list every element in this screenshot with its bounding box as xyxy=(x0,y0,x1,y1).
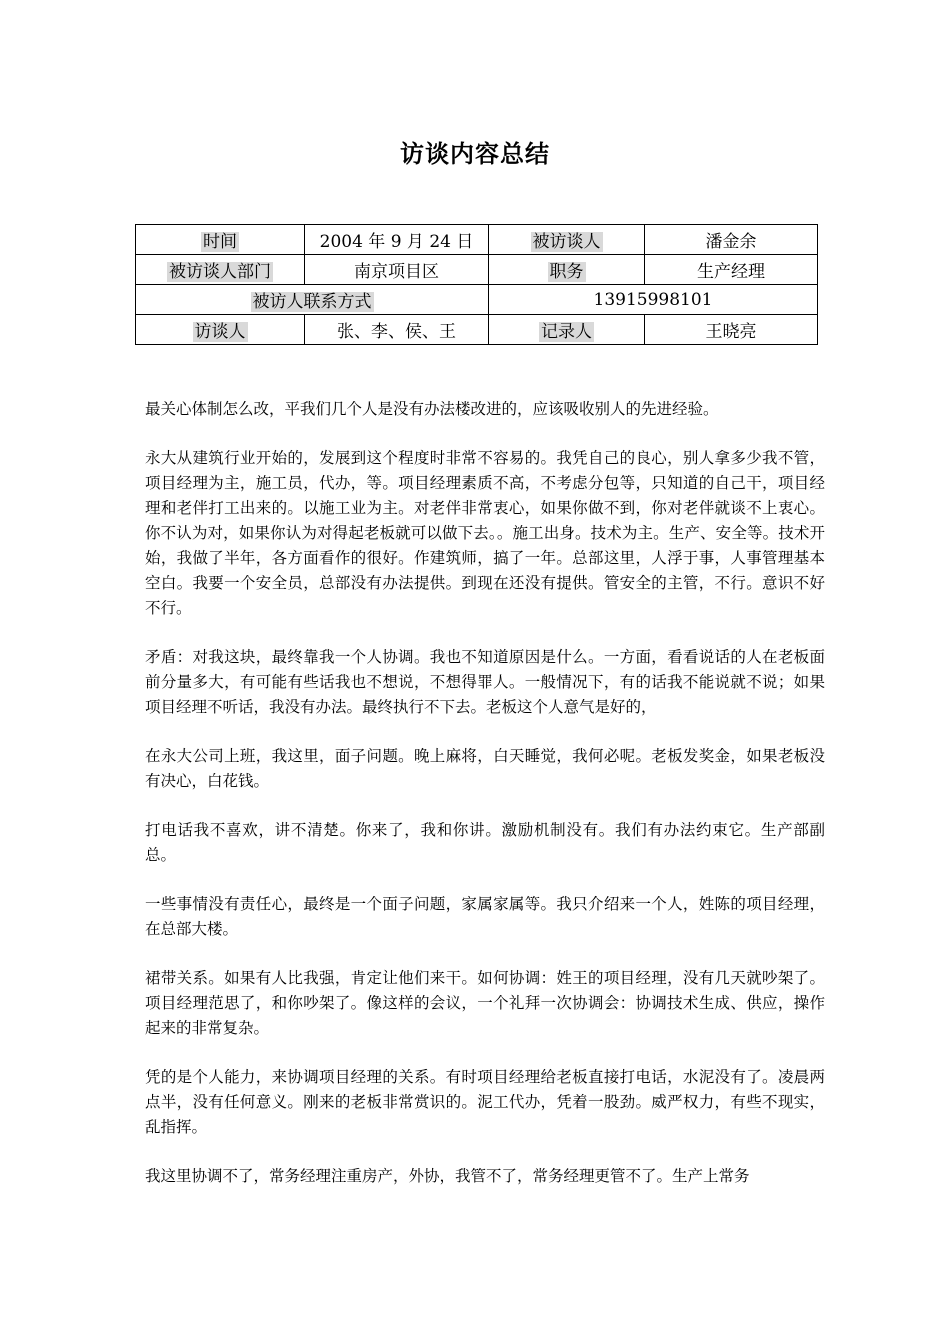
interviewer-label: 访谈人 xyxy=(194,322,246,342)
contact-value-cell: 13915998101 xyxy=(489,285,818,315)
contact-label: 被访人联系方式 xyxy=(252,292,372,312)
dept-label-cell xyxy=(136,255,305,285)
interview-notes xyxy=(145,397,825,1213)
time-label-cell xyxy=(136,225,305,255)
paragraph: 永大从建筑行业开始的，发展到这个程度时非常不容易的。我凭自己的良心，别人拿多少我不管，项目经理为主，施工员，代办，等。项目经理素质不高，不考虑分包等，只知道的自己干，项目经理和老伴打工出来的。以施工业为主。对老伴非常衷心，如果你做不到，你对老伴就谈不上衷心。你不认为对，如果你认为对得起老板就可以做下去。。施工出身。技术为主。生产、安全等。技术开始，我做了半年，各方面看作的很好。作建筑师，搞了一年。总部这里，人浮于事，人事管理基本空白。我要一个安全员，总部没有办法提供。到现在还没有提供。管安全的主管，不行。意识不好不行。 xyxy=(145,449,825,617)
recorder-value-cell: 王晓亮 xyxy=(645,315,818,345)
table-row xyxy=(136,255,818,285)
time-label: 时间 xyxy=(203,232,237,252)
paragraph: 打电话我不喜欢，讲不清楚。你来了，我和你讲。激励机制没有。我们有办法约束它。生产部副总。 xyxy=(145,821,825,864)
interviewee-value-cell: 潘金余 xyxy=(645,225,818,255)
time-value-cell: 2004 年 9 月 24 日 xyxy=(305,225,489,255)
interviewee-label-cell xyxy=(489,225,645,255)
paragraph: 最关心体制怎么改，平我们几个人是没有办法楼改进的，应该吸收别人的先进经验。 xyxy=(145,400,719,418)
recorder-label: 记录人 xyxy=(541,322,592,342)
position-label: 职务 xyxy=(549,262,584,282)
paragraph: 在永大公司上班，我这里，面子问题。晚上麻将，白天睡觉，我何必呢。老板发奖金，如果老板没有决心，白花钱。 xyxy=(145,747,825,790)
paragraph: 裙带关系。如果有人比我强，肯定让他们来干。如何协调：姓王的项目经理，没有几天就吵架了。项目经理范思了，和你吵架了。像这样的会议，一个礼拜一次协调会：协调技术生成、供应，操作起来的非常复杂。 xyxy=(145,969,825,1037)
interviewee-label: 被访谈人 xyxy=(532,232,601,252)
dept-value-cell: 南京项目区 xyxy=(305,255,489,285)
table-row xyxy=(136,315,818,345)
paragraph: 我这里协调不了，常务经理注重房产，外协，我管不了，常务经理更管不了。生产上常务 xyxy=(145,1167,750,1185)
page-title: 访谈内容总结 xyxy=(400,139,550,168)
position-value-cell: 生产经理 xyxy=(645,255,818,285)
interviewer-value-cell: 张、李、侯、王 xyxy=(305,315,489,345)
table-row xyxy=(136,285,818,315)
paragraph: 凭的是个人能力，来协调项目经理的关系。有时项目经理给老板直接打电话，水泥没有了。凌晨两点半，没有任何意义。刚来的老板非常赏识的。泥工代办，凭着一股劲。威严权力，有些不现实，乱指挥。 xyxy=(145,1068,825,1136)
paragraph: 一些事情没有责任心，最终是一个面子问题，家属家属等。我只介绍来一个人，姓陈的项目经理，在总部大楼。 xyxy=(145,895,825,938)
contact-label-cell xyxy=(136,285,489,315)
recorder-label-cell xyxy=(489,315,645,345)
interview-info-table xyxy=(135,224,818,345)
position-label-cell xyxy=(489,255,645,285)
table-row xyxy=(136,225,818,255)
paragraph: 矛盾：对我这块，最终靠我一个人协调。我也不知道原因是什么。一方面，看看说话的人在老板面前分量多大，有可能有些话我也不想说，不想得罪人。一般情况下，有的话我不能说就不说；如果项目经理不听话，我没有办法。最终执行不下去。老板这个人意气是好的， xyxy=(145,648,825,716)
dept-label: 被访谈人部门 xyxy=(169,262,271,282)
interviewer-label-cell xyxy=(136,315,305,345)
